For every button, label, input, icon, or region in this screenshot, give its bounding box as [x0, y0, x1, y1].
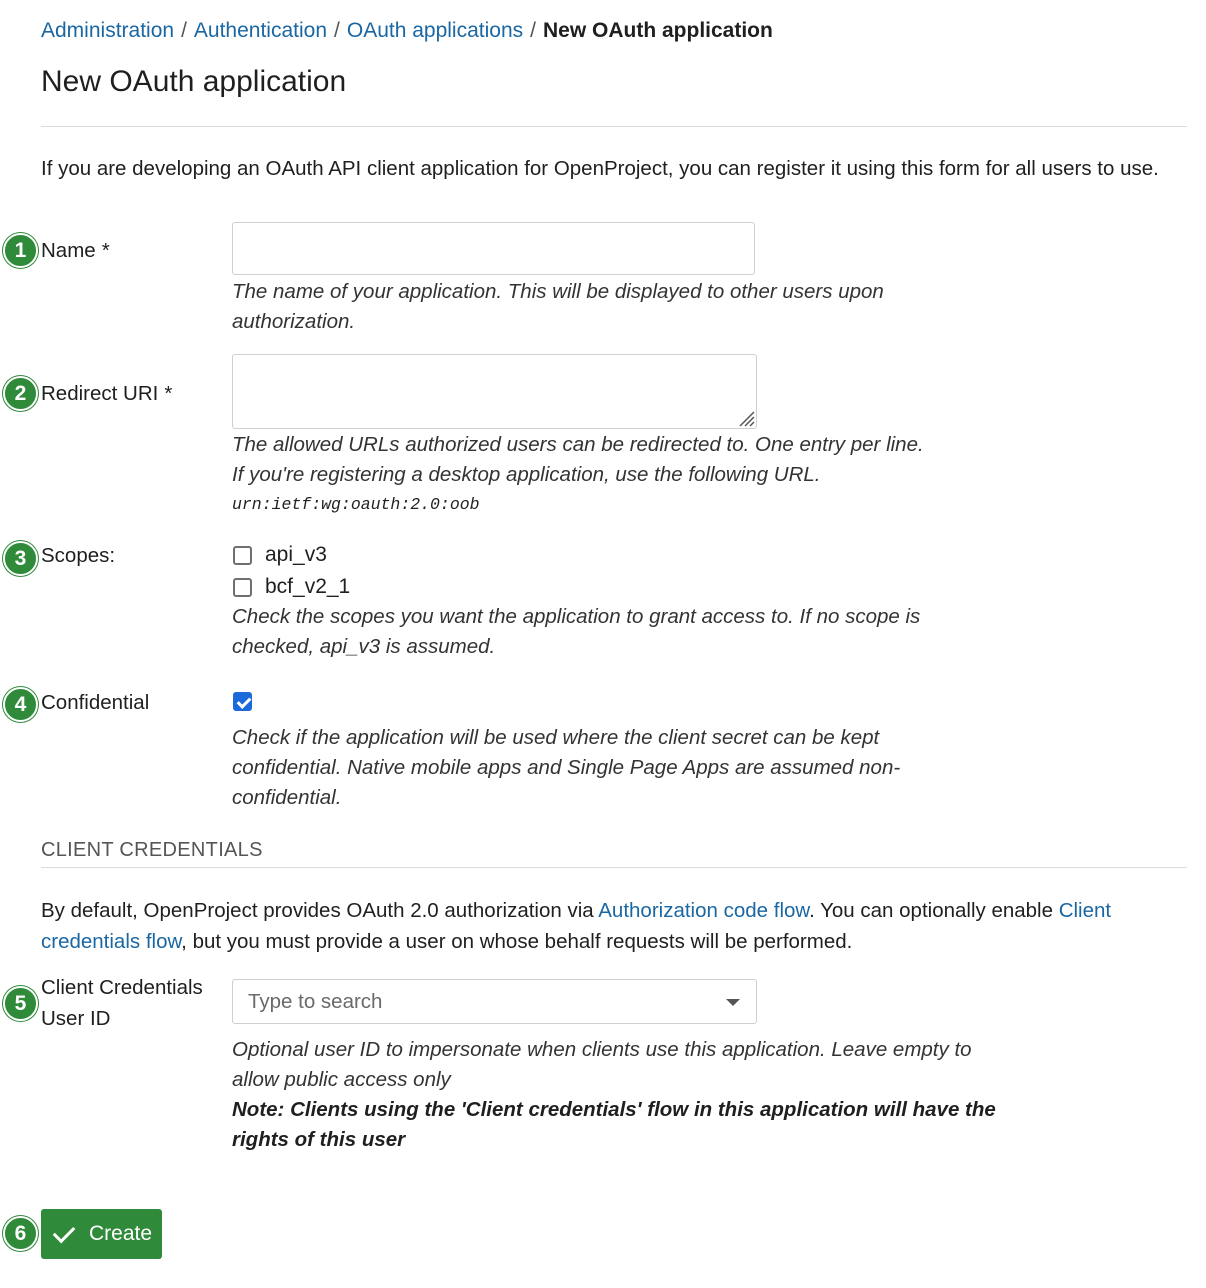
section-divider	[41, 867, 1187, 868]
client-credentials-user-label	[41, 972, 203, 1034]
create-button-label: Create	[89, 1222, 153, 1245]
scope-api-v3-checkbox[interactable]	[233, 546, 252, 565]
step-badge-2: 2	[3, 376, 38, 411]
breadcrumb-administration-link[interactable]: Administration	[41, 19, 175, 42]
name-input[interactable]	[232, 222, 755, 275]
client-credentials-note: rights of this user	[232, 1128, 406, 1151]
confidential-help-line: confidential.	[232, 786, 342, 809]
redirect-help-line: The allowed URLs authorized users can be redirected to. One entry per line.	[232, 433, 924, 456]
name-help-line: The name of your application. This will be displayed to other users upon	[232, 280, 884, 303]
confidential-help-line: Check if the application will be used where the client secret can be kept	[232, 726, 880, 749]
breadcrumb-separator: /	[530, 19, 536, 42]
step-badge-3: 3	[3, 541, 38, 576]
confidential-help	[232, 723, 900, 813]
select-placeholder: Type to search	[248, 990, 383, 1013]
checkmark-icon	[53, 1221, 76, 1244]
redirect-uri-help	[232, 430, 924, 520]
step-badge-1: 1	[3, 233, 38, 268]
breadcrumb-current: New OAuth application	[542, 19, 773, 42]
redirect-uri-label-text: Redirect URI	[41, 382, 159, 405]
title-divider	[41, 126, 1187, 127]
page-title: New OAuth application	[41, 65, 347, 98]
redirect-help-line: If you're registering a desktop application, use the following URL.	[232, 463, 821, 486]
step-badge-4: 4	[3, 687, 38, 722]
client-credentials-help-line: allow public access only	[232, 1068, 451, 1091]
breadcrumb-separator: /	[334, 19, 340, 42]
scope-bcf-v2-1-checkbox[interactable]	[233, 578, 252, 597]
scopes-help-line: checked, api_v3 is assumed.	[232, 635, 496, 658]
client-credentials-help-line: Optional user ID to impersonate when clients use this application. Leave empty to	[232, 1038, 972, 1061]
breadcrumb-separator: /	[181, 19, 187, 42]
step-badge-6: 6	[3, 1216, 38, 1251]
authorization-code-flow-link[interactable]: Authorization code flow	[598, 899, 810, 922]
client-credentials-user-select[interactable]	[232, 979, 757, 1024]
name-label-text: Name	[41, 239, 96, 262]
scopes-label: Scopes:	[41, 544, 116, 567]
confidential-label: Confidential	[41, 691, 150, 714]
step-badge-5: 5	[3, 986, 38, 1021]
name-help-line: authorization.	[232, 310, 356, 333]
redirect-uri-wrapper	[232, 354, 757, 429]
oob-url-code: urn:ietf:wg:oauth:2.0:oob	[232, 495, 480, 514]
required-marker: *	[101, 239, 110, 262]
client-credentials-note: Note: Clients using the 'Client credentials' flow in this application will have the	[232, 1098, 996, 1121]
client-credentials-help	[232, 1035, 996, 1155]
scopes-help-line: Check the scopes you want the application to grant access to. If no scope is	[232, 605, 921, 628]
redirect-uri-label	[41, 378, 172, 409]
name-help	[232, 277, 884, 337]
client-credentials-flow-link[interactable]: Client credentials flow	[41, 899, 1112, 953]
scope-bcf-v2-1-label[interactable]: bcf_v2_1	[265, 575, 351, 598]
client-credentials-heading: CLIENT CREDENTIALS	[41, 839, 263, 861]
description-text: . You can optionally enable	[809, 899, 1059, 922]
breadcrumb	[41, 16, 773, 46]
confidential-checkbox[interactable]	[233, 692, 252, 711]
scope-api-v3-label[interactable]: api_v3	[265, 543, 327, 566]
breadcrumb-oauth-applications-link[interactable]: OAuth applications	[346, 19, 524, 42]
create-button[interactable]	[41, 1209, 162, 1259]
client-credentials-description	[41, 895, 1171, 957]
confidential-help-line: confidential. Native mobile apps and Single Page Apps are assumed non-	[232, 756, 901, 779]
user-label-line: Client Credentials	[41, 976, 203, 999]
scopes-help	[232, 602, 920, 662]
redirect-uri-textarea[interactable]	[232, 354, 757, 429]
user-label-line: User ID	[41, 1007, 111, 1030]
resize-grip-icon[interactable]	[737, 409, 755, 427]
name-label	[41, 235, 110, 266]
intro-text: If you are developing an OAuth API client application for OpenProject, you can register it using this form for all users to use.	[41, 157, 1159, 180]
required-marker: *	[164, 382, 173, 405]
breadcrumb-authentication-link[interactable]: Authentication	[193, 19, 328, 42]
chevron-down-icon[interactable]	[726, 999, 740, 1006]
description-text: By default, OpenProject provides OAuth 2.0 authorization via	[41, 899, 599, 922]
description-text: , but you must provide a user on whose behalf requests will be performed.	[181, 930, 853, 953]
